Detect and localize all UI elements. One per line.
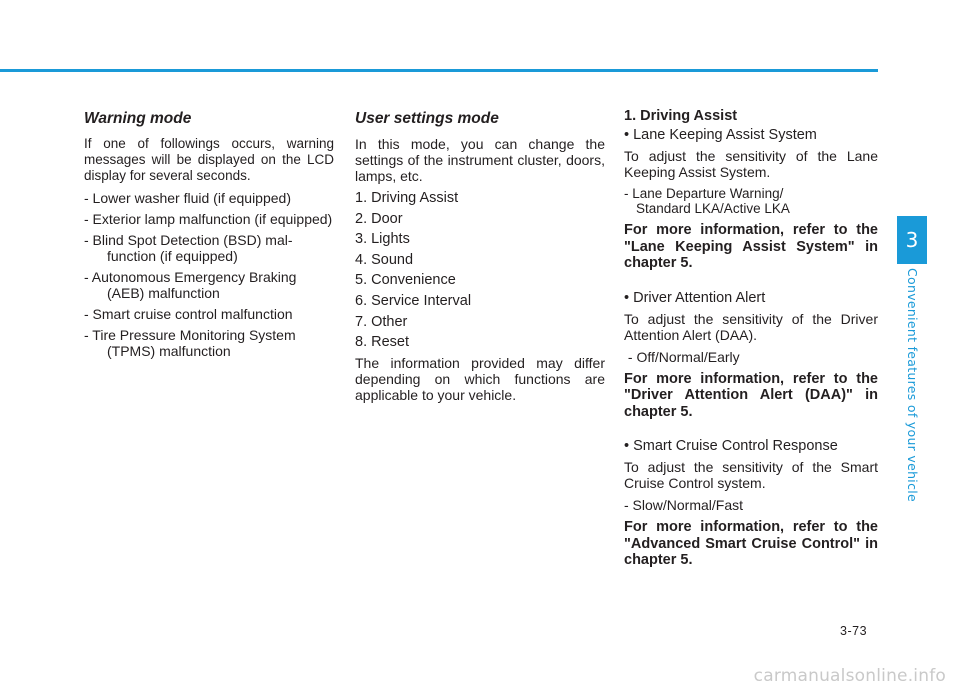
lka-options: [624, 186, 878, 216]
watermark: carmanualsonline.info: [753, 666, 946, 686]
warning-mode-intro: If one of followings occurs, warning messages will be displayed on the LCD display for several seconds.: [84, 136, 334, 183]
daa-reference: For more information, refer to the "Driver Attention Alert (DAA)" in chapter 5.: [624, 370, 878, 420]
lka-option-line2: Standard LKA/Active LKA: [636, 201, 790, 216]
page-number: 3-73: [840, 624, 868, 638]
driving-assist-section: [624, 108, 878, 587]
warning-mode-section: [84, 108, 334, 364]
driving-assist-heading: 1. Driving Assist: [624, 108, 738, 124]
chapter-tab: 3: [897, 216, 927, 264]
scc-reference: For more information, refer to the "Advanced Smart Cruise Control" in chapter 5.: [624, 519, 878, 568]
warning-mode-heading: Warning mode: [84, 110, 192, 127]
list-item: 4. Sound: [355, 251, 414, 268]
list-item: 6. Service Interval: [355, 292, 472, 309]
lka-option-line1: - Lane Departure Warning/: [624, 186, 784, 201]
list-item: 5. Convenience: [355, 272, 456, 289]
daa-description: To adjust the sensitivity of the Driver Attention Alert (DAA).: [624, 310, 878, 343]
list-item: 3. Lights: [355, 231, 410, 248]
daa-bullet: • Driver Attention Alert: [624, 289, 766, 306]
header-rule: [0, 69, 878, 72]
user-settings-heading: User settings mode: [355, 110, 499, 127]
lka-reference: For more information, refer to the "Lane Keeping Assist System" in chapter 5.: [624, 222, 878, 271]
scc-options: - Slow/Normal/Fast: [624, 497, 744, 513]
chapter-title: Convenient features of your vehicle: [905, 268, 920, 503]
list-item: - Tire Pressure Monitoring System (TPMS) malfunction: [84, 327, 296, 359]
user-settings-section: [355, 108, 605, 409]
list-item: 2. Door: [355, 210, 403, 227]
list-item: - Lower washer fluid (if equipped): [84, 190, 291, 206]
list-item: 8. Reset: [355, 334, 409, 351]
list-item: - Smart cruise control malfunction: [84, 306, 293, 322]
user-settings-note: The information provided may differ depending on which functions are applicable to your vehicle.: [355, 354, 605, 403]
lka-bullet: • Lane Keeping Assist System: [624, 127, 817, 143]
list-item: - Autonomous Emergency Braking (AEB) malfunction: [84, 269, 297, 301]
lka-description: To adjust the sensitivity of the Lane Keeping Assist System.: [624, 148, 878, 180]
user-settings-intro: In this mode, you can change the settings of the instrument cluster, doors, lamps, etc.: [355, 136, 605, 184]
list-item: 1. Driving Assist: [355, 190, 459, 206]
list-item: - Blind Spot Detection (BSD) malfunction (if equipped): [84, 232, 293, 264]
warning-list: [84, 190, 334, 359]
scc-bullet: • Smart Cruise Control Response: [624, 438, 838, 454]
scc-description: To adjust the sensitivity of the Smart Cruise Control system.: [624, 459, 878, 491]
list-item: - Exterior lamp malfunction (if equipped): [84, 211, 333, 227]
daa-options: - Off/Normal/Early: [624, 348, 740, 365]
list-item: 7. Other: [355, 313, 408, 330]
user-settings-list: [355, 190, 605, 350]
